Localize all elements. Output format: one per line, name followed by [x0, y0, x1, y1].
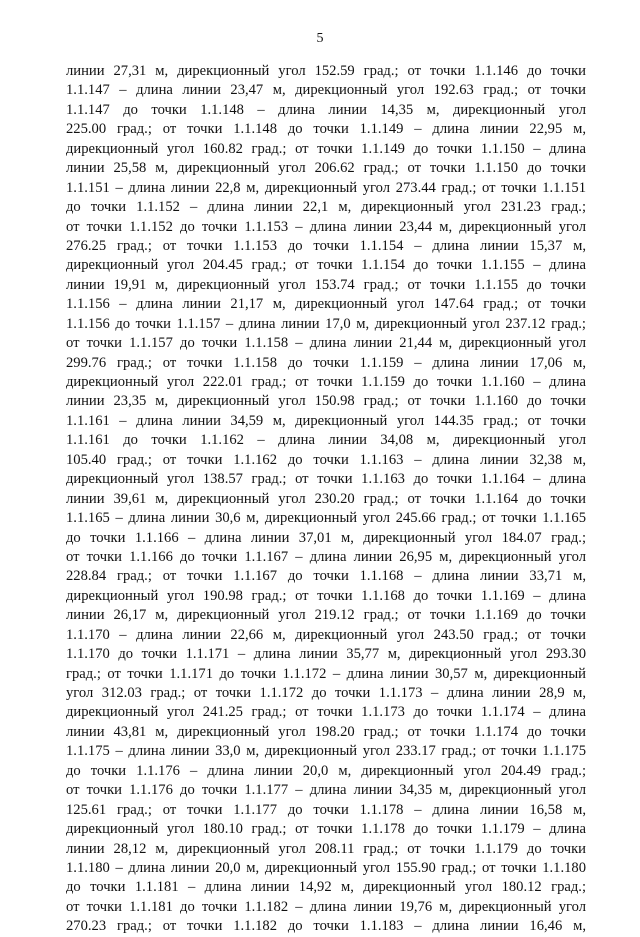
- text-line: линии 26,17 м, дирекционный угол 219.12 град.; от точки 1.1.169 до точки: [66, 607, 586, 624]
- text-line: 276.25 град.; от точки 1.1.153 до точки 1.1.154 – длина линии 15,37 м,: [66, 237, 586, 254]
- text-line: дирекционный угол 138.57 град.; от точки 1.1.163 до точки 1.1.164 – длина: [66, 471, 586, 488]
- text-line: 105.40 град.; от точки 1.1.162 до точки 1.1.163 – длина линии 32,38 м,: [66, 451, 586, 468]
- text-line: 1.1.161 до точки 1.1.162 – длина линии 34,08 м, дирекционный угол: [66, 432, 586, 449]
- text-line: линии 43,81 м, дирекционный угол 198.20 град.; от точки 1.1.174 до точки: [66, 723, 586, 740]
- page-number: 5: [316, 31, 324, 46]
- text-line: линии 25,58 м, дирекционный угол 206.62 град.; от точки 1.1.150 до точки: [66, 160, 586, 177]
- text-line: дирекционный угол 222.01 град.; от точки 1.1.159 до точки 1.1.160 – длина: [66, 374, 586, 390]
- text-line: от точки 1.1.176 до точки 1.1.177 – длина линии 34,35 м, дирекционный угол: [66, 782, 586, 799]
- text-line: 1.1.147 – длина линии 23,47 м, дирекционный угол 192.63 град.; от точки: [66, 82, 586, 99]
- text-line: от точки 1.1.166 до точки 1.1.167 – длина линии 26,95 м, дирекционный угол: [66, 548, 586, 565]
- text-line: 1.1.147 до точки 1.1.148 – длина линии 14,35 м, дирекционный угол: [66, 101, 586, 118]
- text-line: дирекционный угол 204.45 град.; от точки 1.1.154 до точки 1.1.155 – длина: [66, 257, 586, 274]
- text-line: от точки 1.1.152 до точки 1.1.153 – длина линии 23,44 м, дирекционный угол: [66, 218, 586, 235]
- text-line: дирекционный угол 190.98 град.; от точки 1.1.168 до точки 1.1.169 – длина: [66, 587, 586, 604]
- text-line: линии 28,12 м, дирекционный угол 208.11 град.; от точки 1.1.179 до точки: [66, 840, 586, 857]
- text-line: 125.61 град.; от точки 1.1.177 до точки 1.1.178 – длина линии 16,58 м,: [66, 801, 586, 818]
- text-line: 1.1.156 до точки 1.1.157 – длина линии 17,0 м, дирекционный угол 237.12 град.;: [66, 315, 586, 332]
- text-line: линии 19,91 м, дирекционный угол 153.74 град.; от точки 1.1.155 до точки: [66, 276, 586, 293]
- text-line: дирекционный угол 241.25 град.; от точки 1.1.173 до точки 1.1.174 – длина: [66, 704, 586, 721]
- text-line: 1.1.151 – длина линии 22,8 м, дирекционный угол 273.44 град.; от точки 1.1.151: [66, 179, 586, 196]
- text-line: 225.00 град.; от точки 1.1.148 до точки 1.1.149 – длина линии 22,95 м,: [66, 121, 586, 138]
- text-line: до точки 1.1.152 – длина линии 22,1 м, дирекционный угол 231.23 град.;: [66, 199, 586, 216]
- text-line: 1.1.161 – длина линии 34,59 м, дирекционный угол 144.35 град.; от точки: [66, 412, 586, 429]
- text-line: от точки 1.1.157 до точки 1.1.158 – длина линии 21,44 м, дирекционный угол: [66, 335, 586, 352]
- text-line: дирекционный угол 180.10 град.; от точки 1.1.178 до точки 1.1.179 – длина: [66, 821, 586, 838]
- text-line: до точки 1.1.176 – длина линии 20,0 м, дирекционный угол 204.49 град.;: [66, 762, 586, 779]
- text-line: 299.76 град.; от точки 1.1.158 до точки 1.1.159 – длина линии 17,06 м,: [66, 354, 586, 371]
- text-line: линии 27,31 м, дирекционный угол 152.59 град.; от точки 1.1.146 до точки: [66, 63, 586, 79]
- text-line: от точки 1.1.181 до точки 1.1.182 – длина линии 19,76 м, дирекционный угол: [66, 898, 586, 915]
- text-line: угол 312.03 град.; от точки 1.1.172 до точки 1.1.173 – длина линии 28,9 м,: [66, 685, 586, 701]
- text-line: 228.84 град.; от точки 1.1.167 до точки 1.1.168 – длина линии 33,71 м,: [66, 568, 586, 585]
- text-line: до точки 1.1.166 – длина линии 37,01 м, дирекционный угол 184.07 град.;: [66, 529, 586, 546]
- text-line: 1.1.170 до точки 1.1.171 – длина линии 35,77 м, дирекционный угол 293.30: [66, 646, 586, 663]
- text-line: линии 39,61 м, дирекционный угол 230.20 град.; от точки 1.1.164 до точки: [66, 490, 586, 507]
- text-line: 1.1.165 – длина линии 30,6 м, дирекционный угол 245.66 град.; от точки 1.1.165: [66, 510, 586, 527]
- body-text: [66, 62, 586, 937]
- text-line: 1.1.175 – длина линии 33,0 м, дирекционный угол 233.17 град.; от точки 1.1.175: [66, 743, 586, 760]
- text-line: 1.1.170 – длина линии 22,66 м, дирекционный угол 243.50 град.; от точки: [66, 626, 586, 643]
- text-line: град.; от точки 1.1.171 до точки 1.1.172 – длина линии 30,57 м, дирекционный: [66, 665, 586, 682]
- text-line: до точки 1.1.181 – длина линии 14,92 м, дирекционный угол 180.12 град.;: [66, 879, 586, 896]
- text-line: 1.1.156 – длина линии 21,17 м, дирекционный угол 147.64 град.; от точки: [66, 296, 586, 313]
- text-line: линии 23,35 м, дирекционный угол 150.98 град.; от точки 1.1.160 до точки: [66, 393, 586, 410]
- text-line: дирекционный угол 160.82 град.; от точки 1.1.149 до точки 1.1.150 – длина: [66, 140, 586, 157]
- text-line: 270.23 град.; от точки 1.1.182 до точки 1.1.183 – длина линии 16,46 м,: [66, 918, 586, 935]
- text-line: 1.1.180 – длина линии 20,0 м, дирекционный угол 155.90 град.; от точки 1.1.180: [66, 859, 586, 876]
